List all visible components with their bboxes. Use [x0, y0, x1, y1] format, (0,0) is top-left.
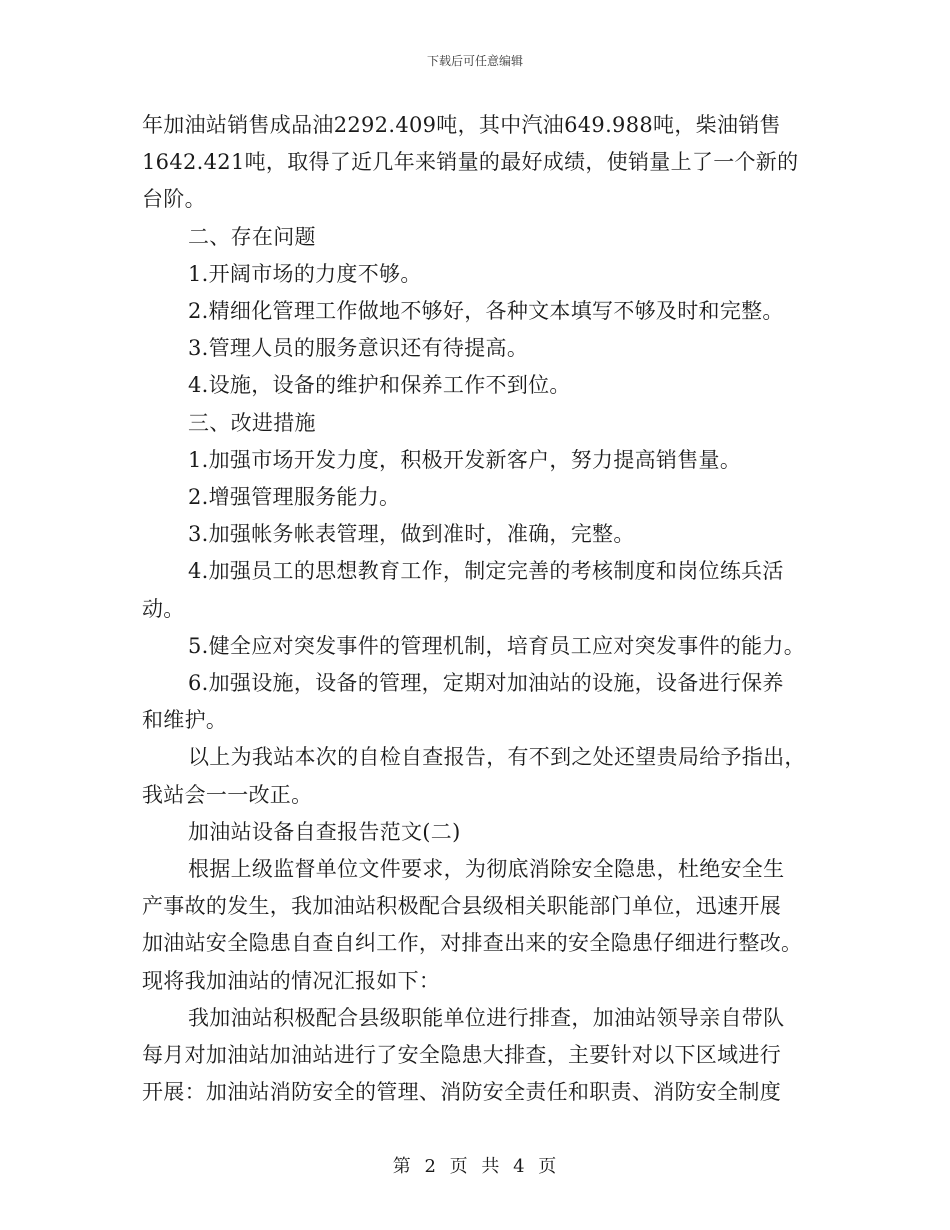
body-line: 我站会一一改正。 — [142, 782, 313, 807]
list-item: 2.增强管理服务能力。 — [188, 485, 401, 510]
list-item: 1.加强市场开发力度，积极开发新客户，努力提高销售量。 — [188, 447, 742, 472]
body-line: 开展：加油站消防安全的管理、消防安全责任和职责、消防安全制度 — [142, 1080, 781, 1105]
list-item: 3.加强帐务帐表管理，做到准时，准确，完整。 — [188, 522, 635, 547]
body-line: 产事故的发生，我加油站积极配合县级相关职能部门单位，迅速开展 — [142, 894, 781, 919]
body-line: 年加油站销售成品油2292.409吨，其中汽油649.988吨，柴油销售 — [142, 113, 781, 137]
page-footer — [0, 1152, 950, 1178]
footer-ye2: 页 — [538, 1156, 558, 1177]
list-item: 1.开阔市场的力度不够。 — [188, 261, 422, 286]
list-item: 4.设施，设备的维护和保养工作不到位。 — [188, 373, 571, 398]
body-line: 每月对加油站加油站进行了安全隐患大排查，主要针对以下区域进行 — [142, 1043, 781, 1068]
paragraph-start: 我加油站积极配合县级职能单位进行排查，加油站领导亲自带队 — [188, 1005, 785, 1030]
body-line: 和维护。 — [142, 708, 228, 733]
footer-di: 第 — [392, 1156, 412, 1177]
footer-ye: 页 — [449, 1156, 469, 1177]
section-title: 加油站设备自查报告范文(二) — [188, 819, 461, 844]
page-header: 下载后可任意编辑 — [426, 54, 523, 68]
paragraph-start: 根据上级监督单位文件要求，为彻底消除安全隐患，杜绝安全生 — [188, 857, 785, 882]
body-line: 动。 — [142, 596, 185, 621]
body-line: 1642.421吨，取得了近几年来销量的最好成绩，使销量上了一个新的 — [142, 150, 799, 175]
list-item: 4.加强员工的思想教育工作，制定完善的考核制度和岗位练兵活 — [188, 559, 784, 584]
body-line: 台阶。 — [142, 187, 206, 212]
section-heading: 三、改进措施 — [188, 410, 316, 435]
list-item: 2.精细化管理工作做地不够好，各种文本填写不够及时和完整。 — [188, 299, 784, 324]
total-pages: 4 — [513, 1156, 526, 1177]
page-number: 2 — [424, 1156, 437, 1177]
paragraph-start: 以上为我站本次的自检自查报告，有不到之处还望贵局给予指出， — [188, 745, 806, 770]
body-line: 现将我加油站的情况汇报如下： — [142, 968, 441, 993]
list-item: 6.加强设施，设备的管理，定期对加油站的设施，设备进行保养 — [188, 671, 784, 696]
document-body — [142, 107, 812, 1111]
section-heading: 二、存在问题 — [188, 224, 316, 249]
list-item: 5.健全应对突发事件的管理机制，培育员工应对突发事件的能力。 — [188, 633, 806, 658]
list-item: 3.管理人员的服务意识还有待提高。 — [188, 336, 529, 361]
footer-gong: 共 — [481, 1156, 501, 1177]
body-line: 加油站安全隐患自查自纠工作，对排查出来的安全隐患仔细进行整改。 — [142, 931, 803, 956]
